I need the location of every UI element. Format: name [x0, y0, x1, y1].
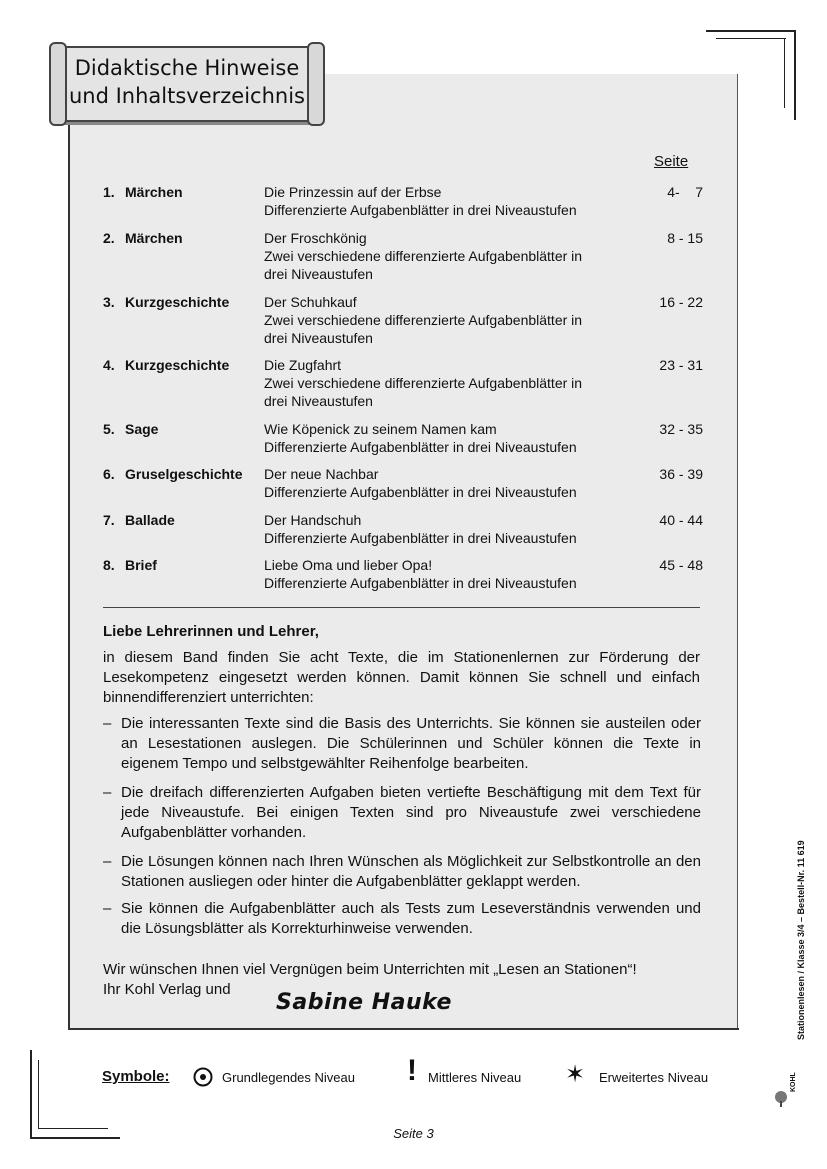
toc-entry-line: Differenzierte Aufgabenblätter in drei Niveaustufen: [264, 439, 577, 455]
toc-entry-line: drei Niveaustufen: [264, 393, 373, 409]
toc-entry-pages: 4- 7: [667, 184, 703, 200]
bullet-text: Die Lösungen können nach Ihren Wünschen als Möglichkeit zur Selbstkontrolle an den Stationen ausliegen oder hinter die Aufgabenblätter geklappt werden.: [121, 853, 701, 890]
toc-entry-genre: Gruselgeschichte: [125, 466, 243, 482]
title-line-2: und Inhaltsverzeichnis: [68, 84, 305, 108]
toc-entry-number: 1.: [103, 184, 115, 200]
publisher-logo: [772, 1090, 790, 1110]
exclamation-icon: !: [407, 1054, 417, 1087]
toc-entry-line: Die Prinzessin auf der Erbse: [264, 184, 442, 200]
toc-entry-line: Zwei verschiedene differenzierte Aufgabenblätter in: [264, 375, 583, 391]
toc-entry-number: 6.: [103, 466, 115, 482]
toc-entry-number: 3.: [103, 294, 115, 310]
section-divider: [103, 607, 700, 608]
toc-entry-genre: Brief: [125, 557, 157, 573]
toc-entry-line: Der Handschuh: [264, 512, 362, 528]
bullet-text: Die dreifach differenzierten Aufgaben bieten vertiefte Beschäftigung mit dem Text für jede Niveaustufe. Bei einigen Texten sind pro Niveaustufe zwei verschiedene Aufgabenblätter vorhanden.: [121, 784, 701, 841]
letter-closing-sender: Ihr Kohl Verlag und: [103, 981, 231, 998]
toc-entry-pages: 36 - 39: [659, 466, 703, 482]
toc-entry-genre: Märchen: [125, 184, 183, 200]
toc-entry-pages: 40 - 44: [659, 512, 703, 528]
toc-entry-line: Der Froschkönig: [264, 230, 367, 246]
page-number: Seite 3: [393, 1126, 434, 1141]
panel-shadow-left: [68, 120, 70, 1030]
toc-entry-description: [264, 556, 634, 592]
bullet-dash: –: [103, 784, 112, 801]
letter-greeting: Liebe Lehrerinnen und Lehrer,: [103, 623, 319, 640]
bullet-text: Sie können die Aufgabenblätter auch als Tests zum Leseverständnis verwenden und die Lösungsblätter als Korrekturhinweise verwenden.: [121, 900, 701, 937]
toc-entry-pages: 23 - 31: [659, 357, 703, 373]
toc-entry-description: [264, 293, 634, 347]
title-scroll: [49, 42, 325, 122]
symbol-text: Mittleres Niveau: [428, 1070, 522, 1085]
toc-entry-number: 7.: [103, 512, 115, 528]
toc-entry-description: [264, 183, 634, 219]
author-signature: Sabine Hauke: [276, 990, 452, 1015]
toc-entry-line: Differenzierte Aufgabenblätter in drei Niveaustufen: [264, 575, 577, 591]
toc-entry-line: Wie Köpenick zu seinem Namen kam: [264, 421, 497, 437]
toc-pages-header: Seite: [654, 153, 689, 170]
bullet-text: Die interessanten Texte sind die Basis des Unterrichts. Sie können sie austeilen oder an Lesestationen auslegen. Die Schülerinnen und Schüler können die Texte in eigenem Tempo und selbstgewählter Reihenfolge bearbeiten.: [121, 715, 701, 772]
bullet-dash: –: [103, 715, 112, 732]
toc-entry-pages: 32 - 35: [659, 421, 703, 437]
publisher-logo-text: KOHL: [790, 1072, 797, 1092]
toc-entry-line: Differenzierte Aufgabenblätter in drei Niveaustufen: [264, 202, 577, 218]
toc-entry-line: Der Schuhkauf: [264, 294, 357, 310]
frame-top-right-v1: [794, 30, 796, 120]
toc-entry-line: drei Niveaustufen: [264, 330, 373, 346]
page-title: [63, 54, 311, 110]
star-icon: ✶: [565, 1061, 586, 1088]
toc-entry-number: 8.: [103, 557, 115, 573]
symbol-text: Grundlegendes Niveau: [222, 1070, 355, 1085]
toc-entry-line: Zwei verschiedene differenzierte Aufgabenblätter in: [264, 248, 583, 264]
toc-entry-genre: Kurzgeschichte: [125, 357, 230, 373]
letter-intro: in diesem Band finden Sie acht Texte, die im Stationenlernen zur Förderung der Lesekompetenz eingesetzt werden können. Damit können Sie schnell und einfach binnendifferenziert unterrichten:: [103, 649, 700, 706]
target-circle-icon: [193, 1067, 213, 1090]
toc-entry-pages: 8 - 15: [667, 230, 703, 246]
frame-top-right-v2: [784, 38, 785, 108]
toc-entry-line: Der neue Nachbar: [264, 466, 379, 482]
toc-entry-genre: Kurzgeschichte: [125, 294, 230, 310]
bullet-dash: –: [103, 900, 112, 917]
toc-entry-description: [264, 420, 634, 456]
toc-entry-description: [264, 511, 634, 547]
toc-entry-line: Differenzierte Aufgabenblätter in drei Niveaustufen: [264, 530, 577, 546]
frame-top-right-h1: [706, 30, 796, 32]
toc-entry-pages: 45 - 48: [659, 557, 703, 573]
side-order-info: Stationenlesen / Klasse 3/4 – Bestell-Nr. 11 619: [796, 840, 806, 1040]
toc-entry-number: 5.: [103, 421, 115, 437]
toc-entry-line: Die Zugfahrt: [264, 357, 342, 373]
title-line-1: Didaktische Hinweise: [74, 56, 300, 80]
toc-entry-line: Liebe Oma und lieber Opa!: [264, 557, 433, 573]
toc-entry-genre: Märchen: [125, 230, 183, 246]
tree-logo-icon: [772, 1090, 790, 1108]
toc-entry-pages: 16 - 22: [659, 294, 703, 310]
symbol-text: Erweitertes Niveau: [599, 1070, 709, 1085]
toc-entry-description: [264, 356, 634, 410]
frame-top-right-h2: [716, 38, 786, 39]
toc-entry-line: Zwei verschiedene differenzierte Aufgabenblätter in: [264, 312, 583, 328]
toc-entry-description: [264, 465, 634, 501]
toc-entry-line: Differenzierte Aufgabenblätter in drei Niveaustufen: [264, 484, 577, 500]
toc-entry-genre: Sage: [125, 421, 159, 437]
frame-bottom-left-v2: [38, 1060, 39, 1128]
toc-entry-line: drei Niveaustufen: [264, 266, 373, 282]
symbols-label: Symbole:: [102, 1068, 170, 1085]
panel-shadow-bottom: [68, 1028, 739, 1030]
toc-entry-number: 4.: [103, 357, 115, 373]
toc-entry-genre: Ballade: [125, 512, 175, 528]
toc-entry-description: [264, 229, 634, 283]
toc-entry-number: 2.: [103, 230, 115, 246]
bullet-dash: –: [103, 853, 112, 870]
letter-closing: Wir wünschen Ihnen viel Vergnügen beim Unterrichten mit „Lesen an Stationen“!: [103, 961, 637, 978]
